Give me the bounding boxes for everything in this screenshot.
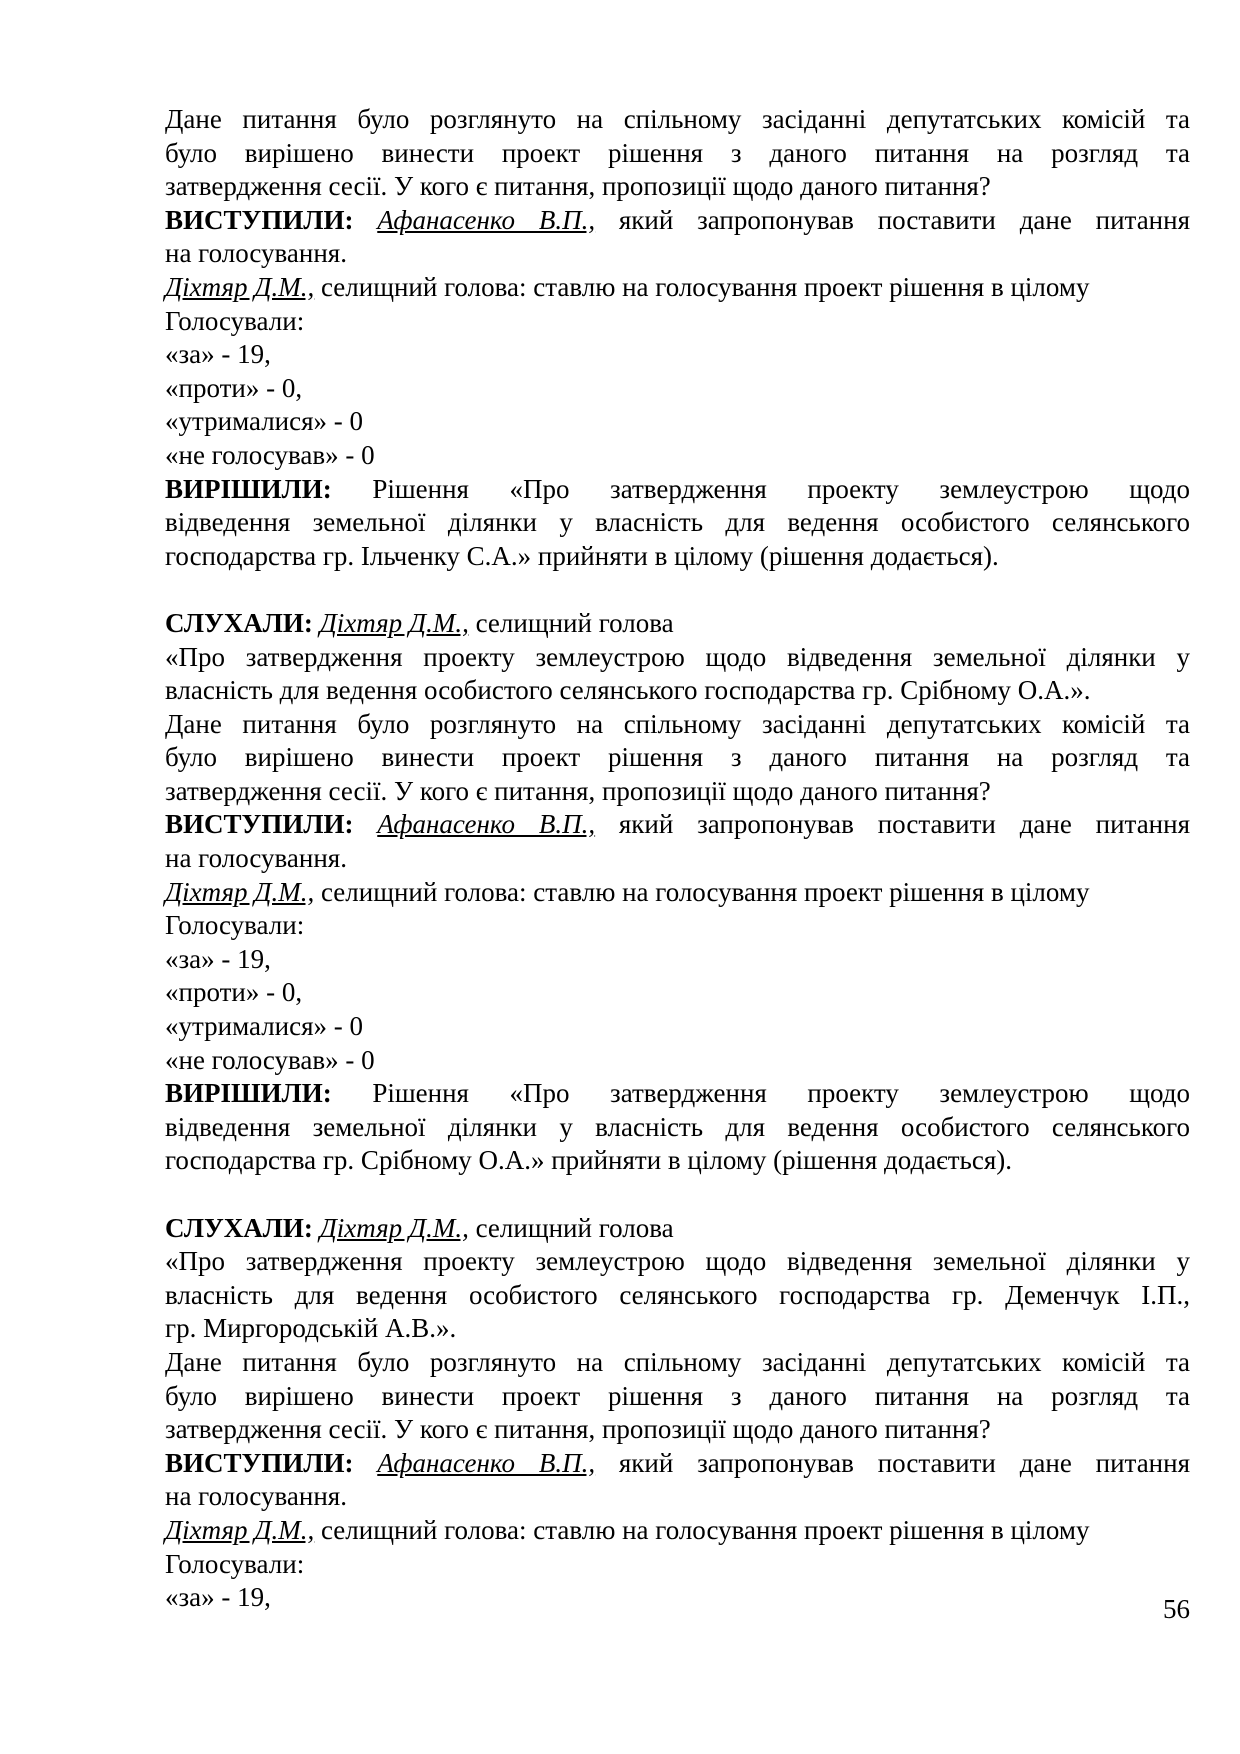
intro-line: затвердження сесії. У кого є питання, пропозиції щодо даного питання?	[165, 1414, 991, 1445]
heard-label: СЛУХАЛИ:	[165, 1212, 313, 1243]
decision-line	[165, 473, 1190, 507]
heard-label: СЛУХАЛИ:	[165, 607, 313, 638]
decision-text: Рішення «Про затвердження проекту землеустрою щодо	[331, 473, 1190, 504]
vote-for: «за» - 19,	[165, 943, 271, 974]
decision-label: ВИРІШИЛИ:	[165, 1078, 332, 1109]
spacer	[165, 1178, 1190, 1212]
speakers-line-cont: на голосування.	[165, 843, 347, 874]
agenda-item-1	[165, 103, 1190, 573]
vote-abstained: «утрималися» - 0	[165, 1011, 364, 1042]
vote-not-voted: «не голосував» - 0	[165, 439, 375, 470]
decision-line: відведення земельної ділянки у власність для ведення особистого селянського	[165, 1111, 1190, 1142]
title-line: власність для ведення особистого селянського господарства гр. Срібному О.А.».	[165, 675, 1091, 706]
speakers-line-cont: на голосування.	[165, 238, 347, 269]
chair-line	[165, 271, 1190, 305]
chair-text: селищний голова: ставлю на голосування проект рішення в цілому	[314, 1514, 1090, 1545]
agenda-item-2	[165, 607, 1190, 1178]
intro-line: було вирішено винести проект рішення з даного питання на розгляд та	[165, 742, 1190, 773]
decision-line: господарства гр. Ільченку С.А.» прийняти в цілому (рішення додається).	[165, 540, 999, 571]
spacer	[165, 573, 1190, 607]
vystupyly-label: ВИСТУПИЛИ:	[165, 1447, 354, 1478]
voting-title: Голосували:	[165, 305, 305, 336]
heard-person: Діхтяр Д.М.,	[319, 1212, 469, 1243]
heard-role: селищний голова	[468, 607, 674, 638]
speakers-line-cont: на голосування.	[165, 1481, 347, 1512]
decision-label: ВИРІШИЛИ:	[165, 473, 332, 504]
intro-line: Дане питання було розглянуто на спільному засіданні депутатських комісій та	[165, 104, 1190, 134]
voting-title: Голосували:	[165, 1548, 305, 1579]
title-line: власність для ведення особистого селянського господарства гр. Деменчук І.П.,	[165, 1279, 1190, 1310]
vote-for: «за» - 19,	[165, 1582, 271, 1613]
chair-text: селищний голова: ставлю на голосування проект рішення в цілому	[314, 876, 1090, 907]
chair-line	[165, 876, 1190, 910]
speaker-text: який запропонував поставити дане питання	[595, 1447, 1190, 1478]
intro-line: було вирішено винести проект рішення з даного питання на розгляд та	[165, 137, 1190, 168]
chair-name: Діхтяр Д.М.,	[165, 876, 315, 907]
vystupyly-label: ВИСТУПИЛИ:	[165, 809, 354, 840]
document-page	[165, 103, 1190, 1615]
decision-line	[165, 1077, 1190, 1111]
intro-line: затвердження сесії. У кого є питання, пропозиції щодо даного питання?	[165, 171, 991, 202]
vote-for: «за» - 19,	[165, 339, 271, 370]
speaker-name: Афанасенко В.П.,	[377, 809, 596, 840]
page-number: 56	[1163, 1594, 1190, 1624]
speakers-line	[165, 808, 1190, 842]
speaker-name: Афанасенко В.П.,	[377, 1447, 596, 1478]
heard-role: селищний голова	[468, 1212, 674, 1243]
chair-name: Діхтяр Д.М.,	[165, 271, 315, 302]
speakers-line	[165, 204, 1190, 238]
vote-not-voted: «не голосував» - 0	[165, 1044, 375, 1075]
intro-line: було вирішено винести проект рішення з даного питання на розгляд та	[165, 1380, 1190, 1411]
heard-line	[165, 1212, 1190, 1246]
heard-line	[165, 607, 1190, 641]
voting-title: Голосували:	[165, 910, 305, 941]
decision-line: господарства гр. Срібному О.А.» прийняти в цілому (рішення додається).	[165, 1145, 1013, 1176]
title-line: «Про затвердження проекту землеустрою щодо відведення земельної ділянки у	[165, 1246, 1190, 1277]
speaker-name: Афанасенко В.П.,	[377, 204, 596, 235]
agenda-item-3	[165, 1212, 1190, 1615]
chair-name: Діхтяр Д.М.,	[165, 1514, 315, 1545]
vote-against: «проти» - 0,	[165, 977, 303, 1008]
vote-against: «проти» - 0,	[165, 372, 303, 403]
title-line: гр. Миргородській А.В.».	[165, 1313, 457, 1344]
title-line: «Про затвердження проекту землеустрою щодо відведення земельної ділянки у	[165, 641, 1190, 672]
intro-line: Дане питання було розглянуто на спільному засіданні депутатських комісій та	[165, 708, 1190, 739]
speakers-line	[165, 1447, 1190, 1481]
chair-line	[165, 1514, 1190, 1548]
intro-line: затвердження сесії. У кого є питання, пропозиції щодо даного питання?	[165, 775, 991, 806]
speaker-text: який запропонував поставити дане питання	[595, 204, 1190, 235]
heard-person: Діхтяр Д.М.,	[319, 607, 469, 638]
decision-text: Рішення «Про затвердження проекту землеустрою щодо	[331, 1078, 1190, 1109]
vystupyly-label: ВИСТУПИЛИ:	[165, 204, 354, 235]
chair-text: селищний голова: ставлю на голосування проект рішення в цілому	[314, 271, 1090, 302]
decision-line: відведення земельної ділянки у власність для ведення особистого селянського	[165, 507, 1190, 538]
intro-line: Дане питання було розглянуто на спільному засіданні депутатських комісій та	[165, 1346, 1190, 1377]
speaker-text: який запропонував поставити дане питання	[595, 809, 1190, 840]
vote-abstained: «утрималися» - 0	[165, 406, 364, 437]
